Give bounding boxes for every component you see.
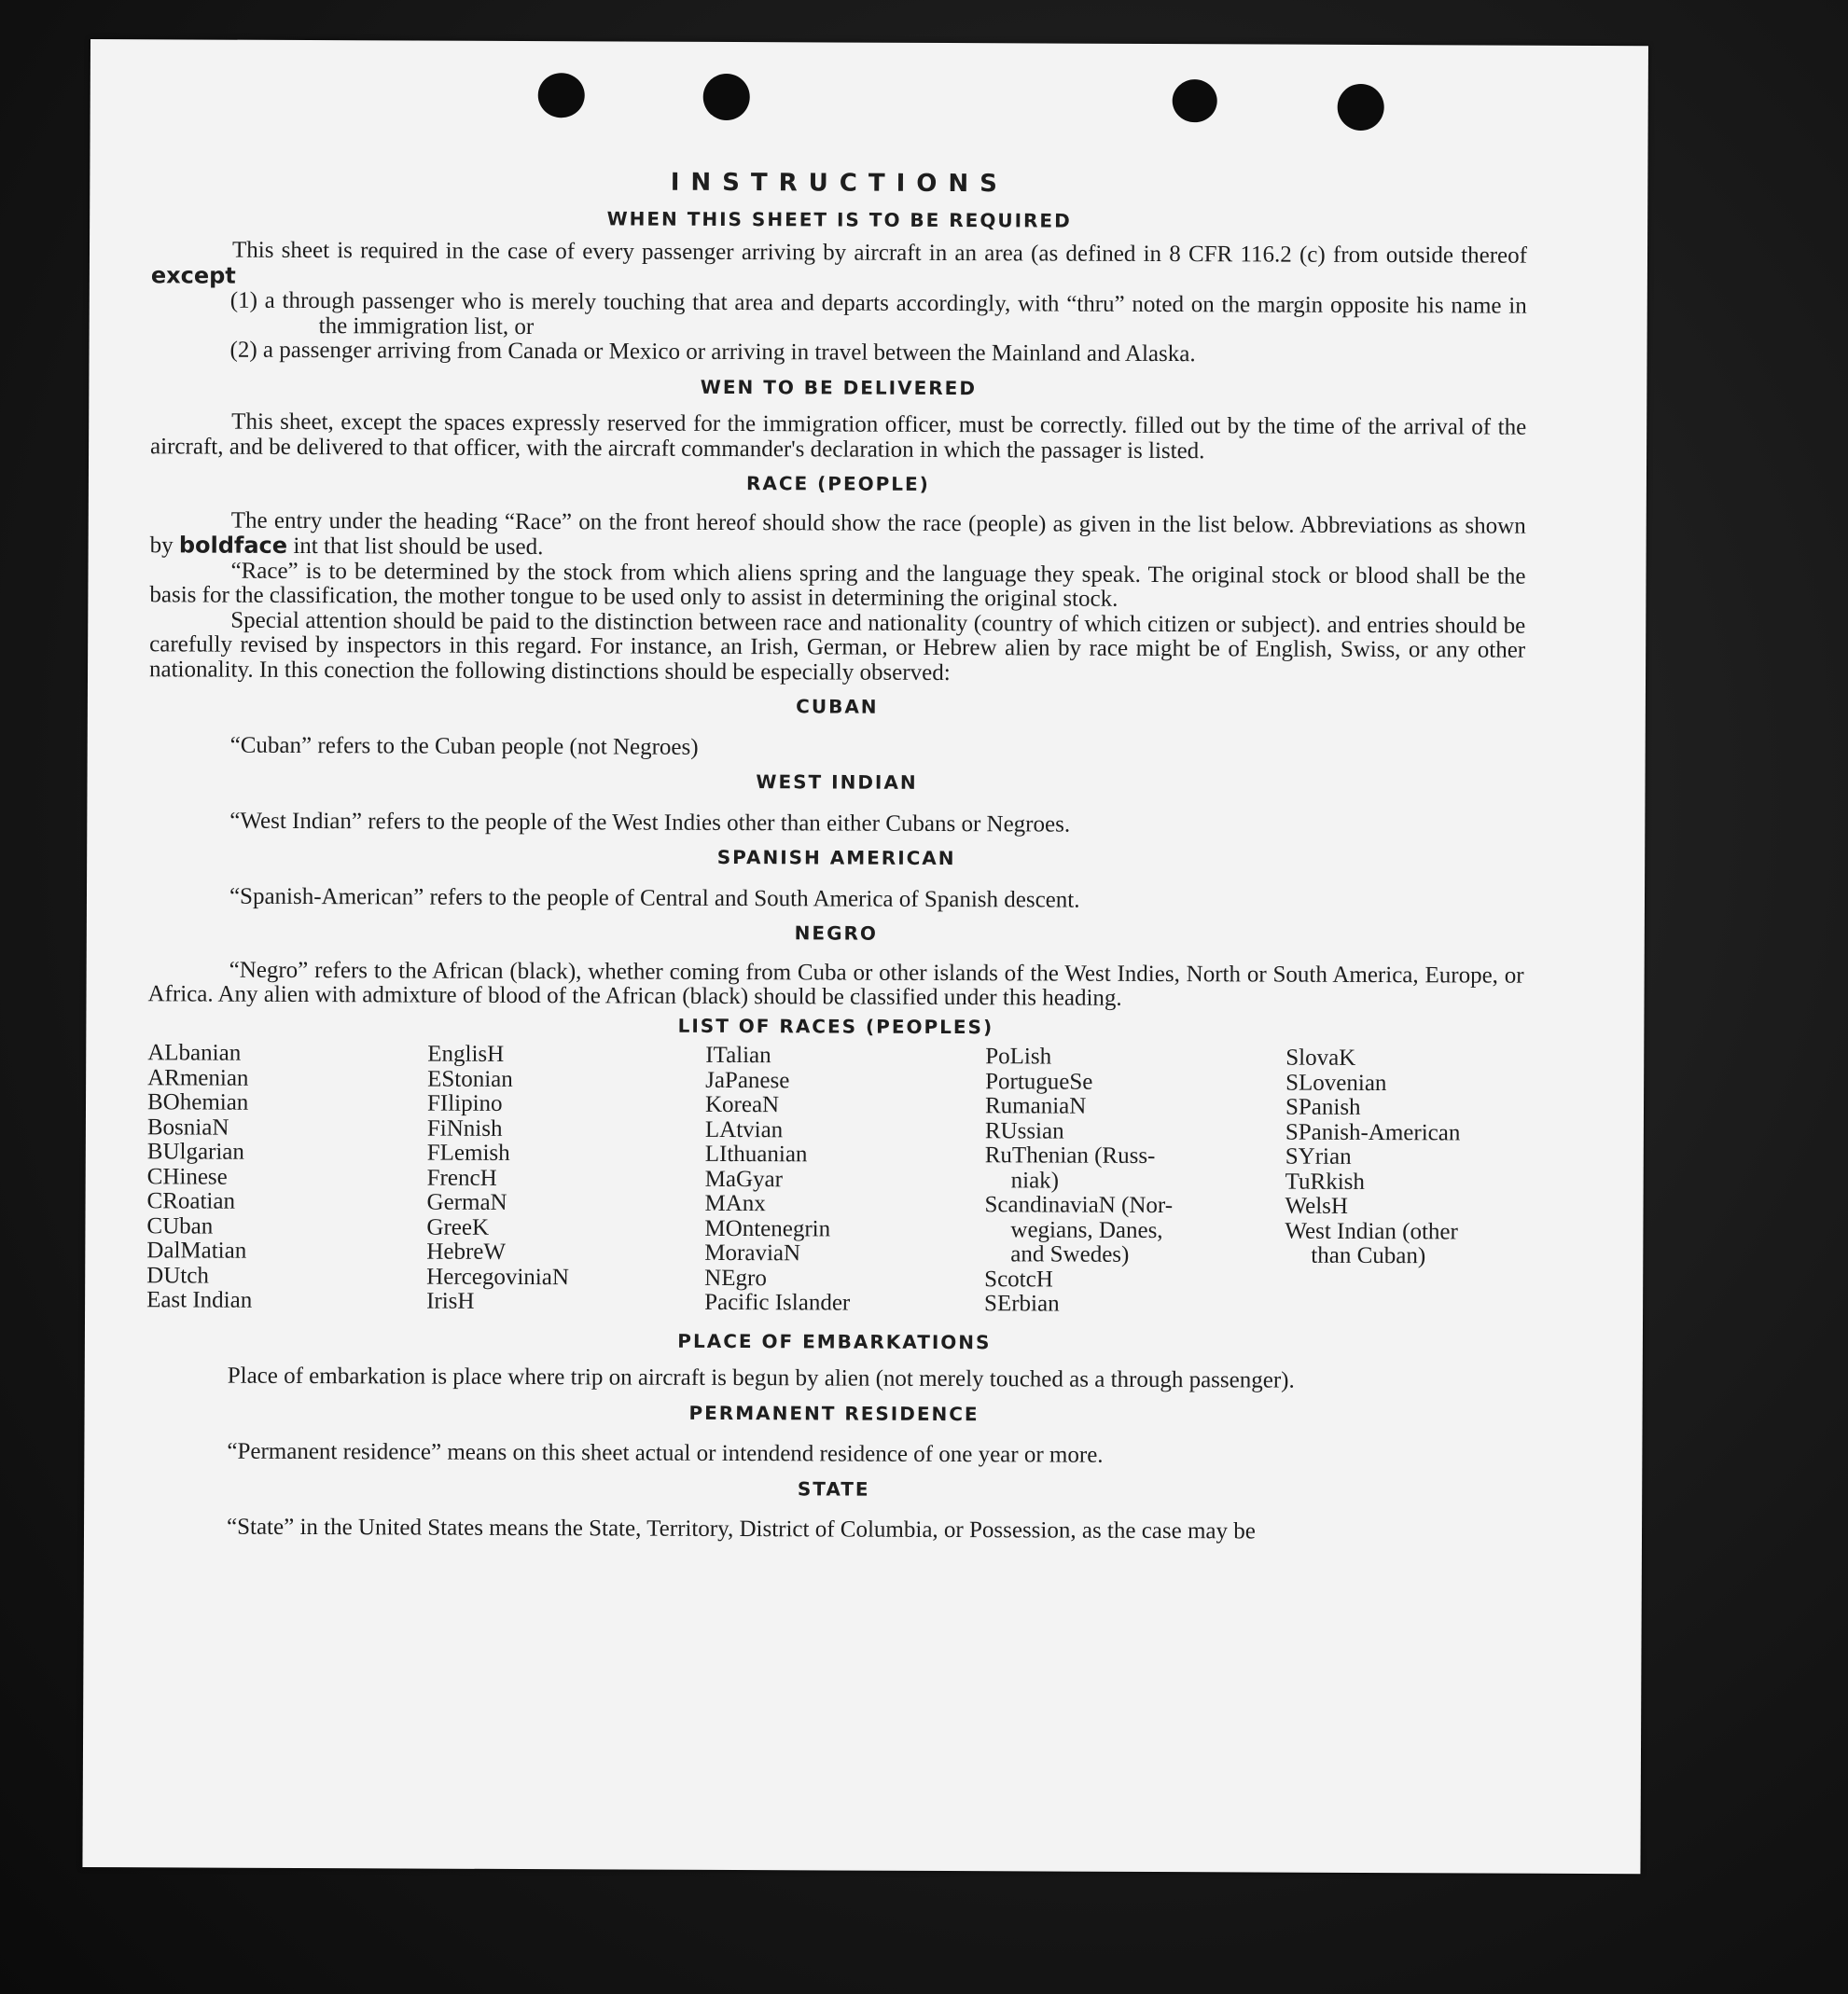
sheet-content [146, 168, 1527, 1555]
race-entry: CRoatian [146, 1188, 236, 1214]
negro-paragraph: “Negro” refers to the African (black), whether coming from Cuba or other islands of the West Indies, North or South America, Europe, or Africa. Any alien with admixture of blood of the African (black) should be classified under this heading. [147, 957, 1524, 1011]
race-entry: ALbanian [147, 1040, 242, 1066]
race-entry: SlovaK [1285, 1045, 1356, 1071]
race-entry: LIthuanian [704, 1141, 808, 1168]
races-column-3 [704, 1044, 985, 1317]
punch-hole [1173, 79, 1217, 122]
race-entry: CUban [146, 1212, 214, 1239]
race-entry: ScandinaviaN (Nor- [984, 1192, 1174, 1219]
race-entry: FIlipino [426, 1090, 503, 1116]
punch-hole [703, 74, 750, 120]
race-entry: DUtch [146, 1262, 209, 1289]
races-list [146, 1041, 1523, 1319]
race-entry: RUssian [984, 1117, 1064, 1144]
race-entry: BosniaN [146, 1114, 229, 1141]
race-entry: GreeK [426, 1214, 490, 1240]
race-entry: PortugueSe [985, 1068, 1093, 1095]
race-entry: LAtvian [704, 1116, 784, 1142]
race-entry: ITalian [705, 1042, 771, 1069]
race-paragraph-2: “Race” is to be determined by the stock from which aliens spring and the language they speak. The original stock or blood shall be the basis for the classification, the mother tongue to be used only to assist in determining the original stock. [149, 558, 1526, 612]
section-heading-delivered: WEN TO BE DELIVERED [700, 375, 978, 399]
section-heading-race: RACE (PEOPLE) [745, 472, 930, 495]
race-entry: JaPanese [705, 1067, 790, 1093]
race-entry: RumaniaN [984, 1093, 1087, 1119]
section-heading-permanent-residence: PERMANENT RESIDENCE [688, 1401, 980, 1425]
boldface-word: boldface [178, 532, 288, 559]
punch-hole [1338, 84, 1384, 131]
race-entry: FiNnish [426, 1115, 503, 1142]
race-entry: KoreaN [704, 1091, 780, 1118]
race-entry: MAnx [704, 1190, 766, 1217]
race-entry-continuation: wegians, Danes, [1010, 1216, 1163, 1243]
races-column-5 [1285, 1046, 1523, 1320]
section-heading-embarkation: PLACE OF EMBARKATIONS [677, 1329, 992, 1353]
race-entry: MaGyar [704, 1166, 784, 1192]
race-entry-continuation: than Cuban) [1311, 1242, 1426, 1269]
race-entry: NEgro [704, 1265, 767, 1291]
section-heading-state: STATE [797, 1476, 870, 1501]
race-entry: FLemish [426, 1140, 510, 1166]
embarkation-paragraph: Place of embarkation is place where trip on aircraft is begun by alien (not merely touched as a through passenger). [227, 1363, 1295, 1393]
race-entry: EnglisH [427, 1041, 505, 1067]
exception-item-1: (1) a through passenger who is merely touching that area and departs accordingly, with “thru” noted on the margin opposite his name in the immigration list, or [229, 287, 1527, 339]
race-entry: GermaN [426, 1189, 507, 1215]
race-entry: TuRkish [1285, 1169, 1365, 1195]
punch-hole [538, 73, 585, 118]
section-heading-west-indian: WEST INDIAN [756, 770, 918, 794]
west-indian-paragraph: “West Indian” refers to the people of the West Indies other than either Cubans or Negroes. [229, 808, 1071, 838]
section-heading-spanish-american: SPANISH AMERICAN [716, 845, 956, 870]
race-paragraph-1: The entry under the heading “Race” on the front hereof should show the race (people) as given in the list below. Abbreviations as shown by boldface int that list should be used. [149, 507, 1526, 561]
race-entry: FrencH [426, 1165, 497, 1191]
race-entry-continuation: and Swedes) [1010, 1241, 1130, 1267]
races-column-1 [146, 1041, 427, 1314]
cuban-paragraph: “Cuban” refers to the Cuban people (not Negroes) [229, 732, 699, 760]
state-paragraph: “State” in the United States means the State, Territory, District of Columbia, or Possession, as the case may be [226, 1514, 1256, 1544]
race-entry: West Indian (other [1285, 1218, 1458, 1244]
race-entry: SYrian [1285, 1143, 1352, 1170]
page-title: INSTRUCTIONS [670, 168, 1008, 199]
race-entry: East Indian [146, 1287, 253, 1313]
section-heading-cuban: CUBAN [796, 695, 879, 718]
section-heading-list-of-races: LIST OF RACES (PEOPLES) [677, 1014, 994, 1038]
race-entry: SLovenian [1285, 1070, 1387, 1096]
race-entry: HercegoviniaN [426, 1264, 569, 1290]
race-entry: IrisH [426, 1288, 475, 1314]
permanent-residence-paragraph: “Permanent residence” means on this sheet actual or intendend residence of one year or more. [227, 1438, 1104, 1468]
race-entry: SErbian [984, 1291, 1060, 1317]
required-paragraph: This sheet is required in the case of every passenger arriving by aircraft in an area (as defined in 8 CFR 116.2 (c) from outside thereof except [150, 237, 1528, 289]
race-entry: MOntenegrin [704, 1215, 831, 1241]
races-column-4 [984, 1045, 1285, 1318]
race-entry: DalMatian [146, 1238, 247, 1264]
race-entry-continuation: niak) [1010, 1167, 1060, 1194]
race-entry: ScotcH [984, 1266, 1053, 1293]
race-entry: MoraviaN [704, 1239, 801, 1267]
section-heading-negro: NEGRO [794, 921, 878, 945]
race-entry: SPanish-American [1285, 1119, 1461, 1145]
delivered-paragraph: This sheet, except the spaces expressly reserved for the immigration officer, must be correctly. filled out by the time of the arrival of the aircraft, and be delivered to that officer, with the aircraft commander's declaration in which the passager is listed. [150, 408, 1527, 464]
race-entry: WelsH [1285, 1193, 1349, 1219]
spanish-american-paragraph: “Spanish-American” refers to the people of Central and South America of Spanish descent. [229, 883, 1080, 913]
race-entry: CHinese [146, 1163, 228, 1190]
race-entry: EStonian [427, 1066, 513, 1092]
race-entry: RuThenian (Russ- [984, 1142, 1156, 1169]
section-heading-required: WHEN THIS SHEET IS TO BE REQUIRED [606, 206, 1072, 232]
race-entry: ARmenian [147, 1064, 249, 1091]
race-paragraph-3: Special attention should be paid to the distinction between race and nationality (country of which citizen or subject). and entries should be carefully revised by inspectors in this regard. For instance, an Irish, German, or Hebrew alien by race might be of English, Swiss, or any other nationality. In this conection the following distinctions should be especially observed: [148, 607, 1526, 685]
instruction-sheet [82, 39, 1648, 1874]
race-entry: PoLish [985, 1044, 1052, 1070]
race-entry: Pacific Islander [704, 1289, 851, 1316]
race-entry: SPanish [1285, 1094, 1361, 1120]
race-entry: BOhemian [146, 1089, 249, 1115]
exception-item-2: (2) a passenger arriving from Canada or Mexico or arriving in travel between the Mainland and Alaska. [229, 337, 1196, 367]
except-word: except [150, 261, 236, 289]
races-column-2 [426, 1043, 705, 1316]
race-entry: BUlgarian [146, 1139, 244, 1165]
race-entry: HebreW [426, 1239, 507, 1265]
